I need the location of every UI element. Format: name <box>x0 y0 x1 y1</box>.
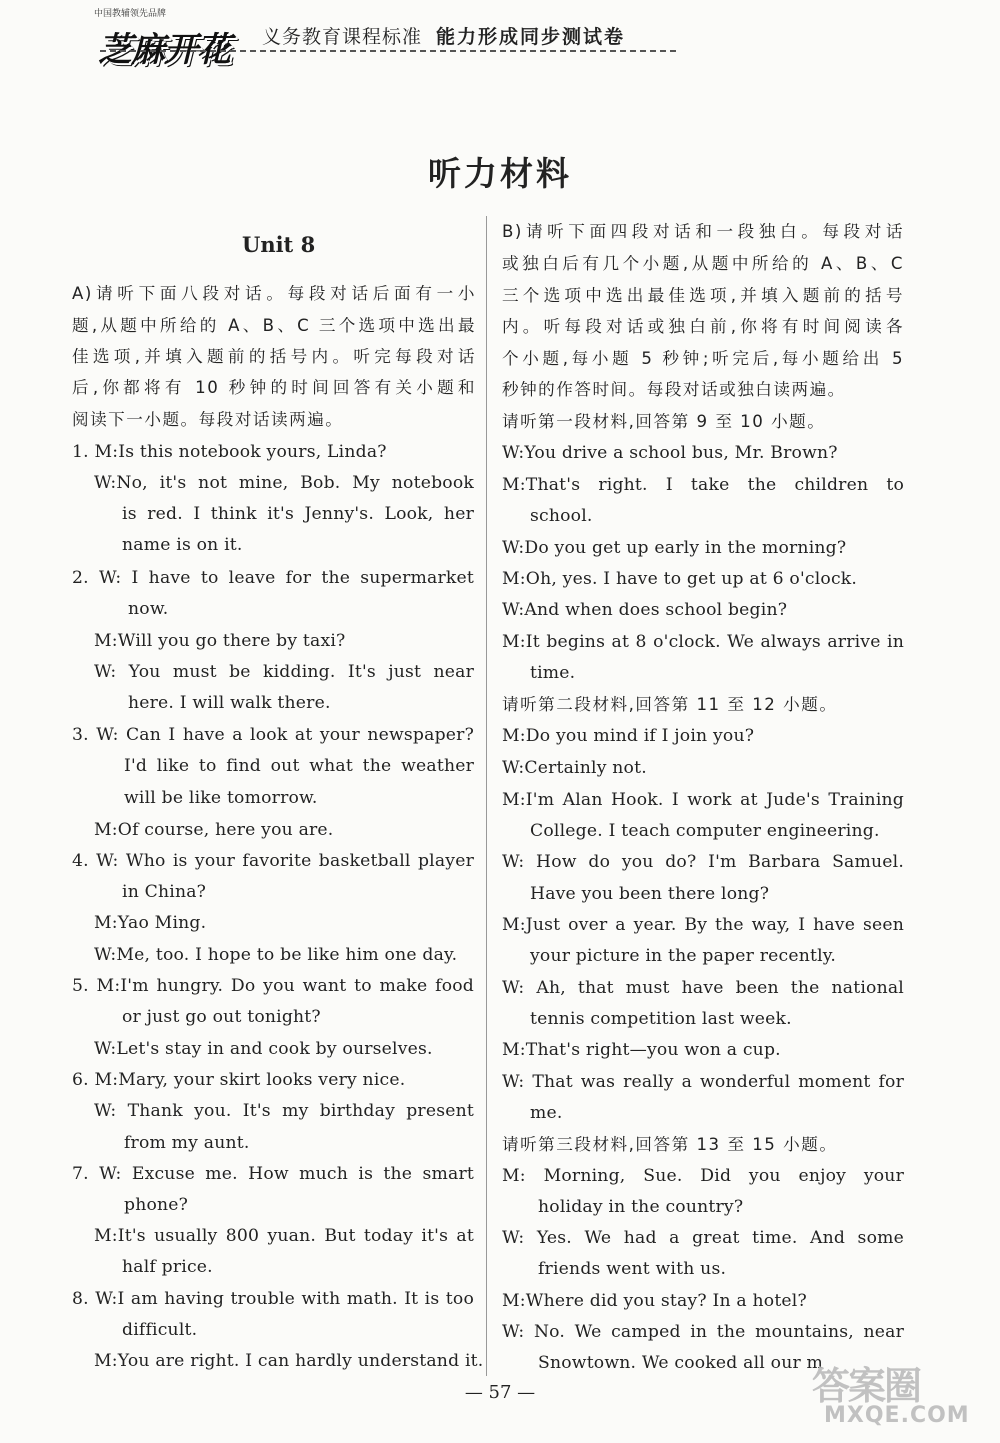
right-line: 或独白后有几个小题,从题中所给的 A、B、C <box>502 254 904 273</box>
series-name: 能力形成同步测试卷 <box>436 26 626 48</box>
column-divider <box>486 216 487 1376</box>
right-line: 请听第二段材料,回答第 11 至 12 小题。 <box>502 695 838 714</box>
watermark-logo-text: 答案圈 <box>812 1364 921 1408</box>
right-line: time. <box>530 663 576 683</box>
watermark-url: MXQE.COM <box>824 1403 970 1428</box>
right-line: me. <box>530 1103 563 1123</box>
left-line: 8. W:I am having trouble with math. It is too <box>72 1289 474 1309</box>
right-line: M:That's right—you won a cup. <box>502 1040 781 1060</box>
right-line: M:That's right. I take the children to <box>502 475 904 495</box>
right-line: M:It begins at 8 o'clock. We always arrive in <box>502 632 904 652</box>
right-line: holiday in the country? <box>538 1197 744 1217</box>
left-line: 题,从题中所给的 A、B、C 三个选项中选出最 <box>72 316 476 335</box>
right-line: your picture in the paper recently. <box>530 946 837 966</box>
left-line: 6. M:Mary, your skirt looks very nice. <box>72 1070 406 1090</box>
right-line: 请听第一段材料,回答第 9 至 10 小题。 <box>502 412 826 431</box>
left-line: W: Thank you. It's my birthday present <box>94 1101 474 1121</box>
right-line: 个小题,每小题 5 秒钟;听完后,每小题给出 5 <box>502 349 904 368</box>
right-line: friends went with us. <box>538 1259 727 1279</box>
right-line: M:Just over a year. By the way, I have seen <box>502 915 904 935</box>
left-line: 5. M:I'm hungry. Do you want to make food <box>72 976 474 996</box>
right-line: M:Do you mind if I join you? <box>502 726 755 746</box>
right-line: M: Morning, Sue. Did you enjoy your <box>502 1166 904 1186</box>
left-line: or just go out tonight? <box>122 1007 321 1027</box>
left-line: 2. W: I have to leave for the supermarket <box>72 568 474 588</box>
right-line: W: Yes. We had a great time. And some <box>502 1228 904 1248</box>
left-line: M:You are right. I can hardly understand it. <box>94 1351 484 1371</box>
left-line: W:Let's stay in and cook by ourselves. <box>94 1039 433 1059</box>
left-line: phone? <box>124 1195 189 1215</box>
right-line: W:Do you get up early in the morning? <box>502 538 847 558</box>
right-line: 三个选项中选出最佳选项,并填入题前的括号 <box>502 286 904 305</box>
brand-logo <box>94 6 254 72</box>
left-line: I'd like to find out what the weather <box>124 756 474 776</box>
left-line: here. I will walk there. <box>128 693 331 713</box>
right-line: W: That was really a wonderful moment for <box>502 1072 904 1092</box>
page-title: 听力材料 <box>428 154 572 193</box>
logo-brand-text: 芝麻开花 <box>98 30 230 70</box>
series-standard: 义务教育课程标准 <box>262 26 423 48</box>
left-line: difficult. <box>122 1320 198 1340</box>
series-title <box>262 22 625 49</box>
right-line: B)请听下面四段对话和一段独白。每段对话 <box>502 222 904 241</box>
left-line: 后,你都将有 10 秒钟的时间回答有关小题和 <box>72 378 476 397</box>
left-line: A)请听下面八段对话。每段对话后面有一小 <box>72 284 476 303</box>
header-divider <box>100 50 676 52</box>
right-line: school. <box>530 506 593 526</box>
left-line: W:Me, too. I hope to be like him one day. <box>94 945 458 965</box>
left-line: 佳选项,并填入题前的括号内。听完每段对话 <box>72 347 476 366</box>
left-line: name is on it. <box>122 535 243 555</box>
left-line: 3. W: Can I have a look at your newspaper? <box>72 725 474 745</box>
left-line: is red. I think it's Jenny's. Look, her <box>122 504 474 524</box>
left-line: M:Will you go there by taxi? <box>94 631 346 651</box>
page-header <box>0 0 1000 80</box>
right-line: W: How do you do? I'm Barbara Samuel. <box>502 852 904 872</box>
left-line: now. <box>128 599 169 619</box>
right-line: 内。听每段对话或独白前,你将有时间阅读各 <box>502 317 904 336</box>
left-line: 7. W: Excuse me. How much is the smart <box>72 1164 474 1184</box>
right-line: M:I'm Alan Hook. I work at Jude's Training <box>502 790 904 810</box>
right-line: 请听第三段材料,回答第 13 至 15 小题。 <box>502 1135 838 1154</box>
right-line: Have you been there long? <box>530 884 770 904</box>
right-line: W:You drive a school bus, Mr. Brown? <box>502 443 838 463</box>
right-line: Snowtown. We cooked all our m <box>538 1353 824 1373</box>
left-line: from my aunt. <box>124 1133 250 1153</box>
left-line: M:Of course, here you are. <box>94 820 334 840</box>
right-line: tennis competition last week. <box>530 1009 792 1029</box>
left-line: will be like tomorrow. <box>124 788 318 808</box>
left-line: half price. <box>122 1257 213 1277</box>
left-line: 阅读下一小题。每段对话读两遍。 <box>72 410 344 429</box>
left-line: M:Yao Ming. <box>94 913 207 933</box>
left-line: 1. M:Is this notebook yours, Linda? <box>72 442 387 462</box>
right-line: W:Certainly not. <box>502 758 647 778</box>
left-line: W:No, it's not mine, Bob. My notebook <box>94 473 474 493</box>
watermark <box>812 1355 992 1435</box>
right-line: M:Where did you stay? In a hotel? <box>502 1291 807 1311</box>
right-line: 秒钟的作答时间。每段对话或独白读两遍。 <box>502 380 846 399</box>
left-line: 4. W: Who is your favorite basketball player <box>72 851 474 871</box>
unit-heading: Unit 8 <box>242 232 316 257</box>
right-line: W: Ah, that must have been the national <box>502 978 904 998</box>
logo-tagline: 中国教辅领先品牌 <box>94 9 167 19</box>
page-number: — 57 — <box>464 1382 536 1403</box>
right-line: W:And when does school begin? <box>502 600 788 620</box>
right-line: M:Oh, yes. I have to get up at 6 o'clock. <box>502 569 858 589</box>
right-line: W: No. We camped in the mountains, near <box>502 1322 904 1342</box>
left-line: M:It's usually 800 yuan. But today it's at <box>94 1226 474 1246</box>
left-line: in China? <box>122 882 207 902</box>
right-line: College. I teach computer engineering. <box>530 821 880 841</box>
left-line: W: You must be kidding. It's just near <box>94 662 474 682</box>
